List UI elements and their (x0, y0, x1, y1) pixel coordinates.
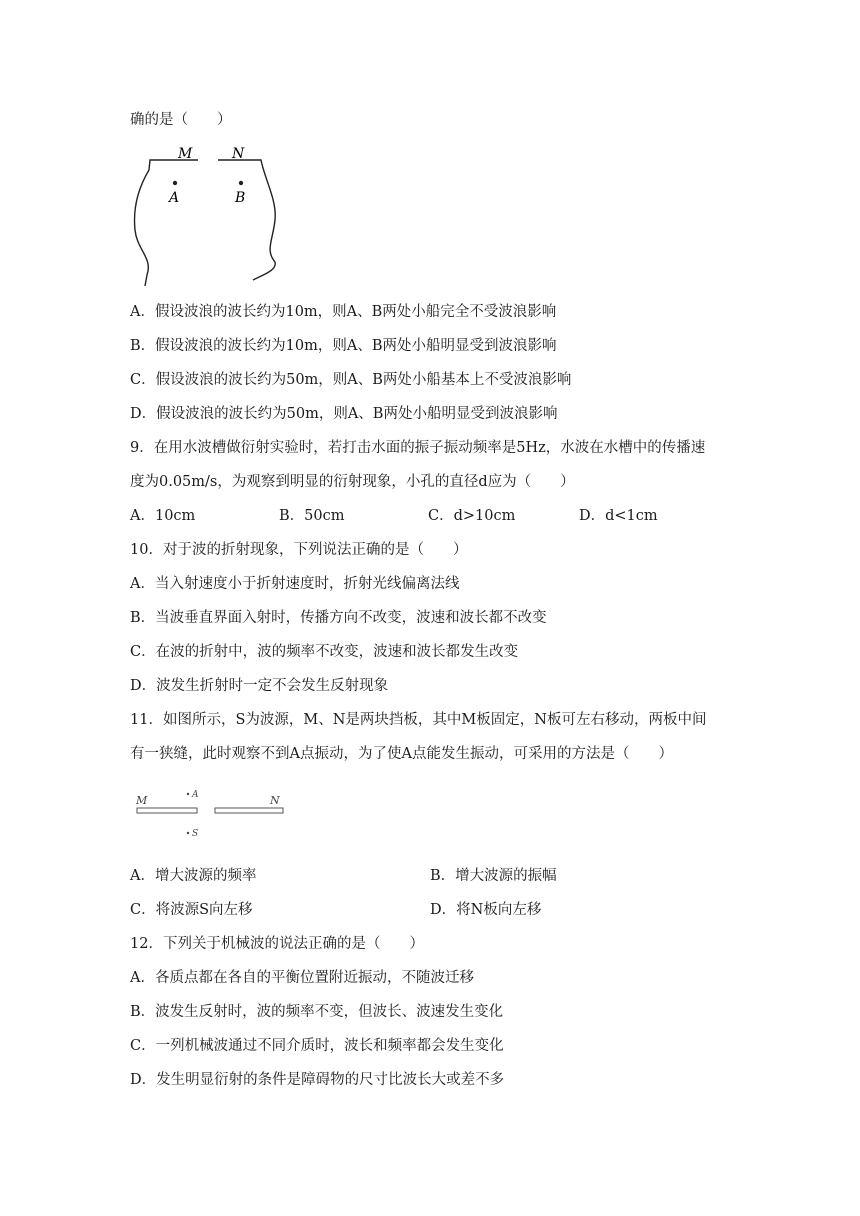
q11-stem-line1: 11．如图所示，S为波源，M、N是两块挡板，其中M板固定，N板可左右移动，两板中间 (130, 712, 707, 728)
q12-option-a: A．各质点都在各自的平衡位置附近振动，不随波迁移 (130, 970, 474, 986)
q9-option-a: A．10cm (130, 508, 196, 524)
q9-stem-line1: 9．在用水波槽做衍射实验时，若打击水面的振子振动频率是5Hz，水波在水槽中的传播速 (130, 440, 706, 456)
q8-stem-tail: 确的是（ ） (130, 112, 232, 128)
q11-option-b: B．增大波源的振幅 (430, 868, 557, 884)
q12-option-d: D．发生明显衍射的条件是障碍物的尺寸比波长大或差不多 (130, 1072, 505, 1088)
point-b (239, 181, 243, 185)
point-s (187, 832, 189, 834)
q11-option-d: D．将N板向左移 (430, 902, 542, 918)
label-s: S (192, 829, 199, 839)
q8-option-c: C．假设波浪的波长约为50m，则A、B两处小船基本上不受波浪影响 (130, 372, 572, 388)
q10-option-d: D．波发生折射时一定不会发生反射现象 (130, 678, 389, 694)
label-b: B (235, 190, 246, 206)
point-a (187, 793, 189, 795)
label-a: A (169, 190, 180, 206)
q9-option-c: C．d>10cm (428, 508, 516, 524)
q10-option-b: B．当波垂直界面入射时，传播方向不改变，波速和波长都不改变 (130, 610, 547, 626)
q11-stem-line2: 有一狭缝，此时观察不到A点振动，为了使A点能发生振动，可采用的方法是（ ） (130, 746, 673, 762)
point-a (173, 181, 177, 185)
q10-option-c: C．在波的折射中，波的频率不改变，波速和波长都发生改变 (130, 644, 519, 660)
q9-stem-line2: 度为0.05m/s，为观察到明显的衍射现象，小孔的直径d应为（ ） (130, 474, 575, 490)
q12-stem: 12．下列关于机械波的说法正确的是（ ） (130, 936, 424, 952)
plate-n (215, 808, 283, 813)
label-a: A (192, 790, 199, 800)
q9-option-b: B．50cm (279, 508, 345, 524)
q8-option-b: B．假设波浪的波长约为10m，则A、B两处小船明显受到波浪影响 (130, 338, 557, 354)
q11-option-c: C．将波源S向左移 (130, 902, 253, 918)
label-n: N (232, 146, 245, 162)
q12-option-c: C．一列机械波通过不同介质时，波长和频率都会发生变化 (130, 1038, 504, 1054)
q11-option-a: A．增大波源的频率 (130, 868, 257, 884)
q8-option-d: D．假设波浪的波长约为50m，则A、B两处小船明显受到波浪影响 (130, 406, 558, 422)
q10-stem: 10．对于波的折射现象，下列说法正确的是（ ） (130, 542, 468, 558)
q12-option-b: B．波发生反射时，波的频率不变，但波长、波速发生变化 (130, 1004, 504, 1020)
plate-m (137, 808, 197, 813)
q8-harbor-figure (125, 140, 295, 290)
q8-option-a: A．假设波浪的波长约为10m，则A、B两处小船完全不受波浪影响 (130, 304, 557, 320)
label-m: M (136, 794, 148, 807)
label-m: M (178, 146, 193, 162)
q11-slit-figure (132, 786, 292, 846)
q10-option-a: A．当入射速度小于折射速度时，折射光线偏离法线 (130, 576, 460, 592)
q9-option-d: D．d<1cm (579, 508, 658, 524)
label-n: N (270, 794, 280, 807)
